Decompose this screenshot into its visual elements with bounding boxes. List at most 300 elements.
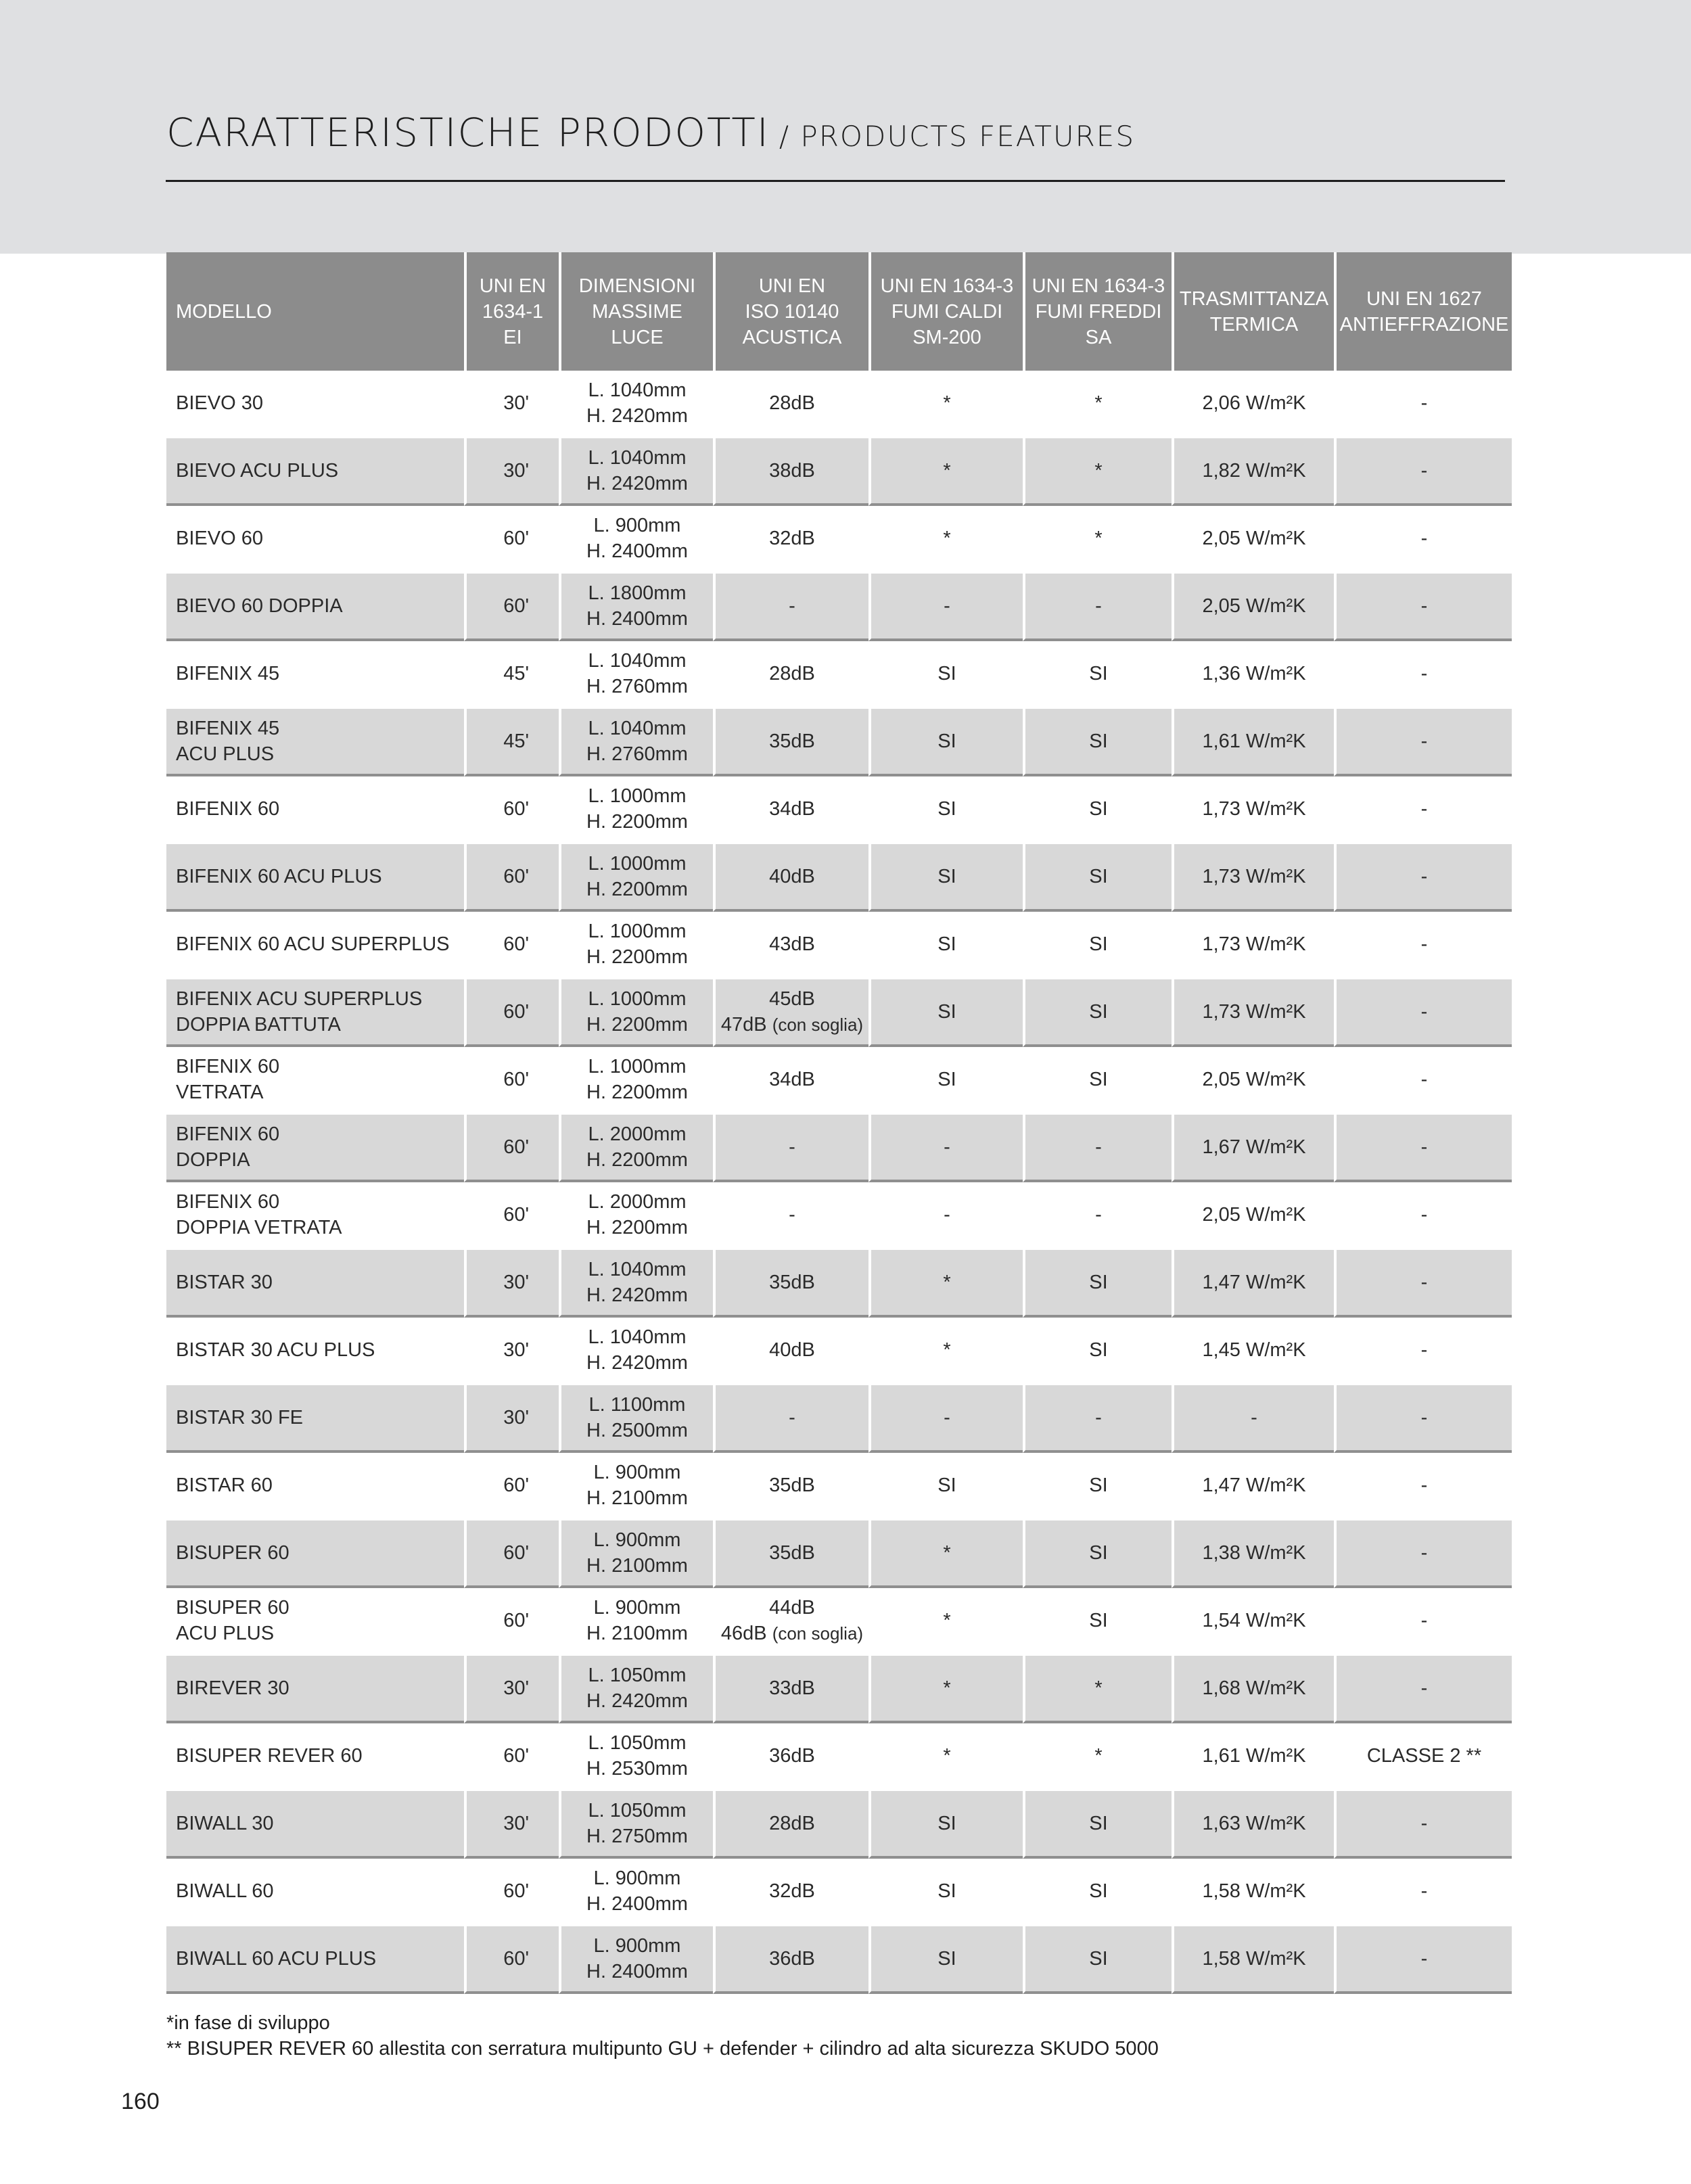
cold-smoke-cell: - [1023,1115,1172,1182]
burglar-cell: - [1334,1182,1512,1250]
hot-smoke-cell: * [868,1656,1023,1723]
acoustic-cell [713,574,868,641]
dimension-line: L. 1050mm [588,1732,687,1754]
dimension-line: H. 2100mm [586,1623,688,1644]
dimension-line: L. 1040mm [588,379,687,401]
cold-smoke-cell: * [1023,438,1172,506]
table-row [166,641,1512,709]
cold-smoke-cell: SI [1023,844,1172,912]
dimension-line: H. 2100mm [586,1555,688,1577]
acoustic-cell [713,371,868,438]
model-line: BIEVO 30 [176,392,263,414]
cold-smoke-cell: SI [1023,1318,1172,1385]
model-line: BIFENIX 60 ACU PLUS [176,866,382,887]
table-row [166,371,1512,438]
acoustic-cell [713,438,868,506]
dimensions-cell [559,1453,713,1520]
cold-smoke-cell: SI [1023,1791,1172,1859]
hot-smoke-cell: - [868,1115,1023,1182]
thermal-cell: 1,63 W/m²K [1172,1791,1334,1859]
header-acustica-line: UNI EN [758,275,826,297]
thermal-cell: 1,47 W/m²K [1172,1453,1334,1520]
header-acustica-line: ACUSTICA [742,326,842,348]
model-cell [166,1723,464,1791]
dimension-line: H. 2400mm [586,1893,688,1915]
header-antieffrazione-line: ANTIEFFRAZIONE [1339,313,1509,335]
model-line: BISTAR 30 ACU PLUS [176,1339,375,1361]
acoustic-value: - [789,1407,795,1428]
hot-smoke-cell: SI [868,912,1023,979]
thermal-cell: 1,73 W/m²K [1172,844,1334,912]
hot-smoke-cell: - [868,1385,1023,1453]
table-row [166,1182,1512,1250]
burglar-cell: - [1334,1859,1512,1926]
header-trasmittanza-line: TERMICA [1209,313,1299,335]
header-ei-line: 1634-1 [482,300,544,323]
model-line: DOPPIA BATTUTA [176,1014,341,1036]
dimension-line: H. 2420mm [586,473,688,494]
acoustic-value: 28dB [769,663,815,684]
acoustic-threshold-note: (con soglia) [772,1623,864,1644]
acoustic-value: - [789,1204,795,1226]
dimension-line: L. 2000mm [588,1191,687,1213]
acoustic-cell [713,709,868,776]
ei-cell: 60' [464,1453,559,1520]
dimensions-cell [559,1385,713,1453]
header-dimensioni [559,252,713,371]
hot-smoke-cell: - [868,574,1023,641]
header-fumi-freddi-line: FUMI FREDDI [1035,300,1162,323]
thermal-cell: 1,67 W/m²K [1172,1115,1334,1182]
model-line: DOPPIA [176,1149,250,1171]
model-cell [166,709,464,776]
ei-cell: 30' [464,1318,559,1385]
dimension-line: L. 900mm [593,1529,681,1551]
hot-smoke-cell: SI [868,641,1023,709]
table-row [166,1115,1512,1182]
header-ei-line: UNI EN [479,275,547,297]
ei-cell: 45' [464,709,559,776]
acoustic-cell [713,506,868,574]
dimension-line: L. 900mm [593,1597,681,1619]
dimension-line: H. 2100mm [586,1487,688,1509]
acoustic-value: 28dB [769,392,815,414]
header-trasmittanza-line: TRASMITTANZA [1179,287,1329,310]
table-row [166,1588,1512,1656]
cold-smoke-cell: * [1023,1656,1172,1723]
acoustic-value: 34dB [769,1069,815,1090]
dimension-line: L. 1050mm [588,1665,687,1686]
dimension-line: H. 2200mm [586,1217,688,1238]
model-cell [166,1588,464,1656]
dimension-line: L. 1000mm [588,921,687,942]
dimension-line: H. 2200mm [586,879,688,900]
dimensions-cell [559,506,713,574]
hot-smoke-cell: - [868,1182,1023,1250]
header-antieffrazione [1334,252,1512,371]
burglar-cell: - [1334,574,1512,641]
model-line: DOPPIA VETRATA [176,1217,342,1238]
model-cell [166,371,464,438]
ei-cell: 60' [464,1723,559,1791]
ei-cell: 60' [464,1047,559,1115]
acoustic-value: - [789,595,795,617]
thermal-cell: 1,61 W/m²K [1172,1723,1334,1791]
ei-cell: 30' [464,438,559,506]
dimensions-cell [559,1115,713,1182]
cold-smoke-cell: SI [1023,709,1172,776]
thermal-cell: 2,06 W/m²K [1172,371,1334,438]
acoustic-value: 43dB [769,933,815,955]
header-modello-line: MODELLO [176,300,272,323]
dimensions-cell [559,1250,713,1318]
model-cell [166,574,464,641]
ei-cell: 60' [464,844,559,912]
dimension-line: H. 2200mm [586,811,688,833]
ei-cell: 60' [464,1182,559,1250]
hot-smoke-cell: SI [868,1453,1023,1520]
cold-smoke-cell: - [1023,574,1172,641]
dimensions-cell [559,776,713,844]
acoustic-cell [713,1656,868,1723]
dimension-line: H. 2760mm [586,743,688,765]
model-cell [166,1791,464,1859]
ei-cell: 60' [464,1859,559,1926]
burglar-cell: - [1334,1250,1512,1318]
dimensions-cell [559,438,713,506]
model-cell [166,1318,464,1385]
ei-cell: 60' [464,912,559,979]
ei-cell: 30' [464,1791,559,1859]
header-fumi-freddi-line: SA [1085,326,1112,348]
cold-smoke-cell: SI [1023,1250,1172,1318]
table-row [166,1453,1512,1520]
dimensions-cell [559,574,713,641]
model-cell [166,776,464,844]
footnote-development: *in fase di sviluppo [166,2012,330,2034]
dimensions-cell [559,912,713,979]
dimensions-cell [559,1588,713,1656]
acoustic-threshold-line [718,1621,866,1646]
cold-smoke-cell: - [1023,1385,1172,1453]
model-cell [166,1182,464,1250]
hot-smoke-cell: * [868,1723,1023,1791]
thermal-cell: 1,82 W/m²K [1172,438,1334,506]
dimensions-cell [559,371,713,438]
model-line: BIWALL 60 [176,1880,274,1902]
model-cell [166,1047,464,1115]
table-body [166,371,1512,1994]
burglar-cell: - [1334,1385,1512,1453]
acoustic-value: 35dB [769,730,815,752]
model-line: BIEVO 60 DOPPIA [176,595,343,617]
hot-smoke-cell: SI [868,844,1023,912]
cold-smoke-cell: SI [1023,1520,1172,1588]
dimensions-cell [559,1723,713,1791]
header-fumi-caldi [868,252,1023,371]
header-fumi-caldi-line: SM-200 [912,326,981,348]
model-line: BIFENIX 60 [176,1191,280,1213]
ei-cell: 60' [464,506,559,574]
ei-cell: 60' [464,1588,559,1656]
burglar-cell: - [1334,371,1512,438]
burglar-cell: - [1334,979,1512,1047]
acoustic-threshold-note: (con soglia) [772,1015,864,1035]
footnote-bisuper-rever: ** BISUPER REVER 60 allestita con serratura multipunto GU + defender + cilindro ad alta sicurezza SKUDO 5000 [166,2038,1159,2060]
acoustic-cell [713,1926,868,1994]
acoustic-cell [713,1182,868,1250]
model-cell [166,438,464,506]
acoustic-value: 35dB [769,1474,815,1496]
burglar-cell: - [1334,1318,1512,1385]
acoustic-cell [713,1385,868,1453]
dimension-line: L. 2000mm [588,1123,687,1145]
model-cell [166,912,464,979]
dimension-line: L. 1000mm [588,853,687,875]
header-dimensioni-line: MASSIME LUCE [592,300,682,348]
thermal-cell: 1,61 W/m²K [1172,709,1334,776]
hot-smoke-cell: * [868,1318,1023,1385]
dimensions-cell [559,1318,713,1385]
model-line: BISUPER 60 [176,1597,289,1619]
model-line: BISUPER 60 [176,1542,289,1564]
hot-smoke-cell: SI [868,1859,1023,1926]
table-row [166,912,1512,979]
table-row [166,844,1512,912]
acoustic-value: - [789,1136,795,1158]
model-cell [166,1520,464,1588]
title-divider [166,180,1505,182]
hot-smoke-cell: SI [868,979,1023,1047]
ei-cell: 60' [464,574,559,641]
dimension-line: L. 1050mm [588,1800,687,1821]
model-line: BISTAR 60 [176,1474,273,1496]
acoustic-cell [713,1859,868,1926]
table-row [166,1520,1512,1588]
acoustic-value: 33dB [769,1677,815,1699]
burglar-cell: - [1334,438,1512,506]
model-cell [166,1250,464,1318]
cold-smoke-cell: * [1023,371,1172,438]
acoustic-cell [713,844,868,912]
ei-cell: 60' [464,979,559,1047]
model-line: ACU PLUS [176,743,275,765]
acoustic-threshold-line [718,1012,866,1038]
dimension-line: H. 2200mm [586,1082,688,1103]
table-row [166,1791,1512,1859]
acoustic-cell [713,1047,868,1115]
dimension-line: L. 900mm [593,1935,681,1957]
header-antieffrazione-line: UNI EN 1627 [1366,287,1482,310]
hot-smoke-cell: SI [868,1926,1023,1994]
ei-cell: 30' [464,1250,559,1318]
hot-smoke-cell: * [868,371,1023,438]
acoustic-cell [713,1588,868,1656]
thermal-cell: 1,73 W/m²K [1172,912,1334,979]
model-cell [166,1656,464,1723]
table-header-row [166,252,1512,371]
footnotes [166,2010,1159,2062]
table-row [166,979,1512,1047]
table-row [166,1656,1512,1723]
dimension-line: L. 900mm [593,1867,681,1889]
hot-smoke-cell: SI [868,776,1023,844]
model-line: BIEVO 60 [176,528,263,549]
table-row [166,1250,1512,1318]
model-line: BIEVO ACU PLUS [176,460,339,482]
dimension-line: L. 1040mm [588,718,687,739]
dimension-line: L. 1040mm [588,650,687,672]
dimension-line: H. 2420mm [586,405,688,427]
acoustic-value: 40dB [769,866,815,887]
dimension-line: L. 1100mm [588,1394,686,1416]
thermal-cell: 2,05 W/m²K [1172,1182,1334,1250]
thermal-cell: 1,38 W/m²K [1172,1520,1334,1588]
dimensions-cell [559,1859,713,1926]
cold-smoke-cell: SI [1023,1926,1172,1994]
dimension-line: L. 1000mm [588,988,687,1010]
model-line: BIFENIX ACU SUPERPLUS [176,988,423,1010]
acoustic-value: 28dB [769,1813,815,1834]
model-cell [166,1926,464,1994]
model-cell [166,641,464,709]
header-ei-line: EI [503,326,522,348]
burglar-cell: - [1334,1520,1512,1588]
acoustic-value: 36dB [769,1948,815,1970]
acoustic-value: 36dB [769,1745,815,1767]
dimension-line: L. 1040mm [588,1259,687,1280]
thermal-cell: 2,05 W/m²K [1172,1047,1334,1115]
model-line: BIFENIX 60 [176,1123,280,1145]
burglar-cell: - [1334,1588,1512,1656]
header-acustica-line: ISO 10140 [745,300,839,323]
table-row [166,1926,1512,1994]
dimension-line: H. 2530mm [586,1758,688,1780]
burglar-cell: - [1334,506,1512,574]
model-line: BISTAR 30 [176,1272,273,1293]
model-cell [166,979,464,1047]
products-features-table [166,252,1512,1994]
burglar-cell: - [1334,1453,1512,1520]
model-cell [166,1453,464,1520]
dimensions-cell [559,1791,713,1859]
table-row [166,709,1512,776]
dimensions-cell [559,641,713,709]
acoustic-threshold-value: 46dB [720,1623,767,1644]
dimension-line: L. 1040mm [588,1326,687,1348]
ei-cell: 30' [464,1385,559,1453]
model-line: BISTAR 30 FE [176,1407,304,1428]
dimensions-cell [559,1520,713,1588]
model-line: ACU PLUS [176,1623,275,1644]
table-row [166,1723,1512,1791]
thermal-cell: 2,05 W/m²K [1172,574,1334,641]
model-line: BIFENIX 45 [176,663,280,684]
burglar-cell: - [1334,776,1512,844]
ei-cell: 45' [464,641,559,709]
cold-smoke-cell: SI [1023,912,1172,979]
acoustic-value: 45dB [769,988,815,1010]
acoustic-threshold-value: 47dB [720,1014,767,1036]
dimensions-cell [559,844,713,912]
hot-smoke-cell: SI [868,1047,1023,1115]
dimension-line: H. 2200mm [586,946,688,968]
burglar-cell: - [1334,1115,1512,1182]
dimensions-cell [559,1047,713,1115]
model-line: BIFENIX 60 ACU SUPERPLUS [176,933,450,955]
ei-cell: 60' [464,776,559,844]
dimension-line: L. 1000mm [588,785,687,807]
cold-smoke-cell: * [1023,506,1172,574]
dimension-line: H. 2200mm [586,1014,688,1036]
page-title [166,110,1135,156]
dimension-line: L. 900mm [593,1462,681,1483]
header-fumi-caldi-line: FUMI CALDI [891,300,1003,323]
dimension-line: H. 2400mm [586,1961,688,1982]
dimension-line: H. 2400mm [586,540,688,562]
thermal-cell: 1,54 W/m²K [1172,1588,1334,1656]
cold-smoke-cell: SI [1023,979,1172,1047]
acoustic-cell [713,1723,868,1791]
hot-smoke-cell: SI [868,709,1023,776]
thermal-cell: 1,68 W/m²K [1172,1656,1334,1723]
table-row [166,1859,1512,1926]
acoustic-cell [713,641,868,709]
cold-smoke-cell: SI [1023,1859,1172,1926]
page-title-sub: / PRODUCTS FEATURES [779,120,1136,153]
cold-smoke-cell: SI [1023,1453,1172,1520]
table-row [166,776,1512,844]
acoustic-cell [713,1115,868,1182]
hot-smoke-cell: * [868,1588,1023,1656]
acoustic-value: 35dB [769,1542,815,1564]
acoustic-value: 32dB [769,1880,815,1902]
burglar-cell: - [1334,641,1512,709]
cold-smoke-cell: SI [1023,1588,1172,1656]
table-row [166,1385,1512,1453]
thermal-cell: 1,45 W/m²K [1172,1318,1334,1385]
hot-smoke-cell: SI [868,1791,1023,1859]
burglar-cell: - [1334,1791,1512,1859]
acoustic-cell [713,979,868,1047]
model-cell [166,844,464,912]
dimension-line: H. 2760mm [586,676,688,697]
header-acustica [713,252,868,371]
dimensions-cell [559,979,713,1047]
dimension-line: H. 2420mm [586,1284,688,1306]
burglar-cell: - [1334,912,1512,979]
burglar-cell: - [1334,709,1512,776]
table-row [166,1318,1512,1385]
acoustic-cell [713,776,868,844]
burglar-cell: - [1334,844,1512,912]
header-trasmittanza [1172,252,1334,371]
burglar-cell: CLASSE 2 ** [1334,1723,1512,1791]
acoustic-value: 32dB [769,528,815,549]
model-cell [166,506,464,574]
table-row [166,506,1512,574]
acoustic-value: 40dB [769,1339,815,1361]
acoustic-cell [713,912,868,979]
acoustic-cell [713,1250,868,1318]
hot-smoke-cell: * [868,1520,1023,1588]
hot-smoke-cell: * [868,1250,1023,1318]
ei-cell: 60' [464,1520,559,1588]
acoustic-value: 35dB [769,1272,815,1293]
acoustic-cell [713,1453,868,1520]
dimension-line: L. 1040mm [588,447,687,469]
table-row [166,438,1512,506]
